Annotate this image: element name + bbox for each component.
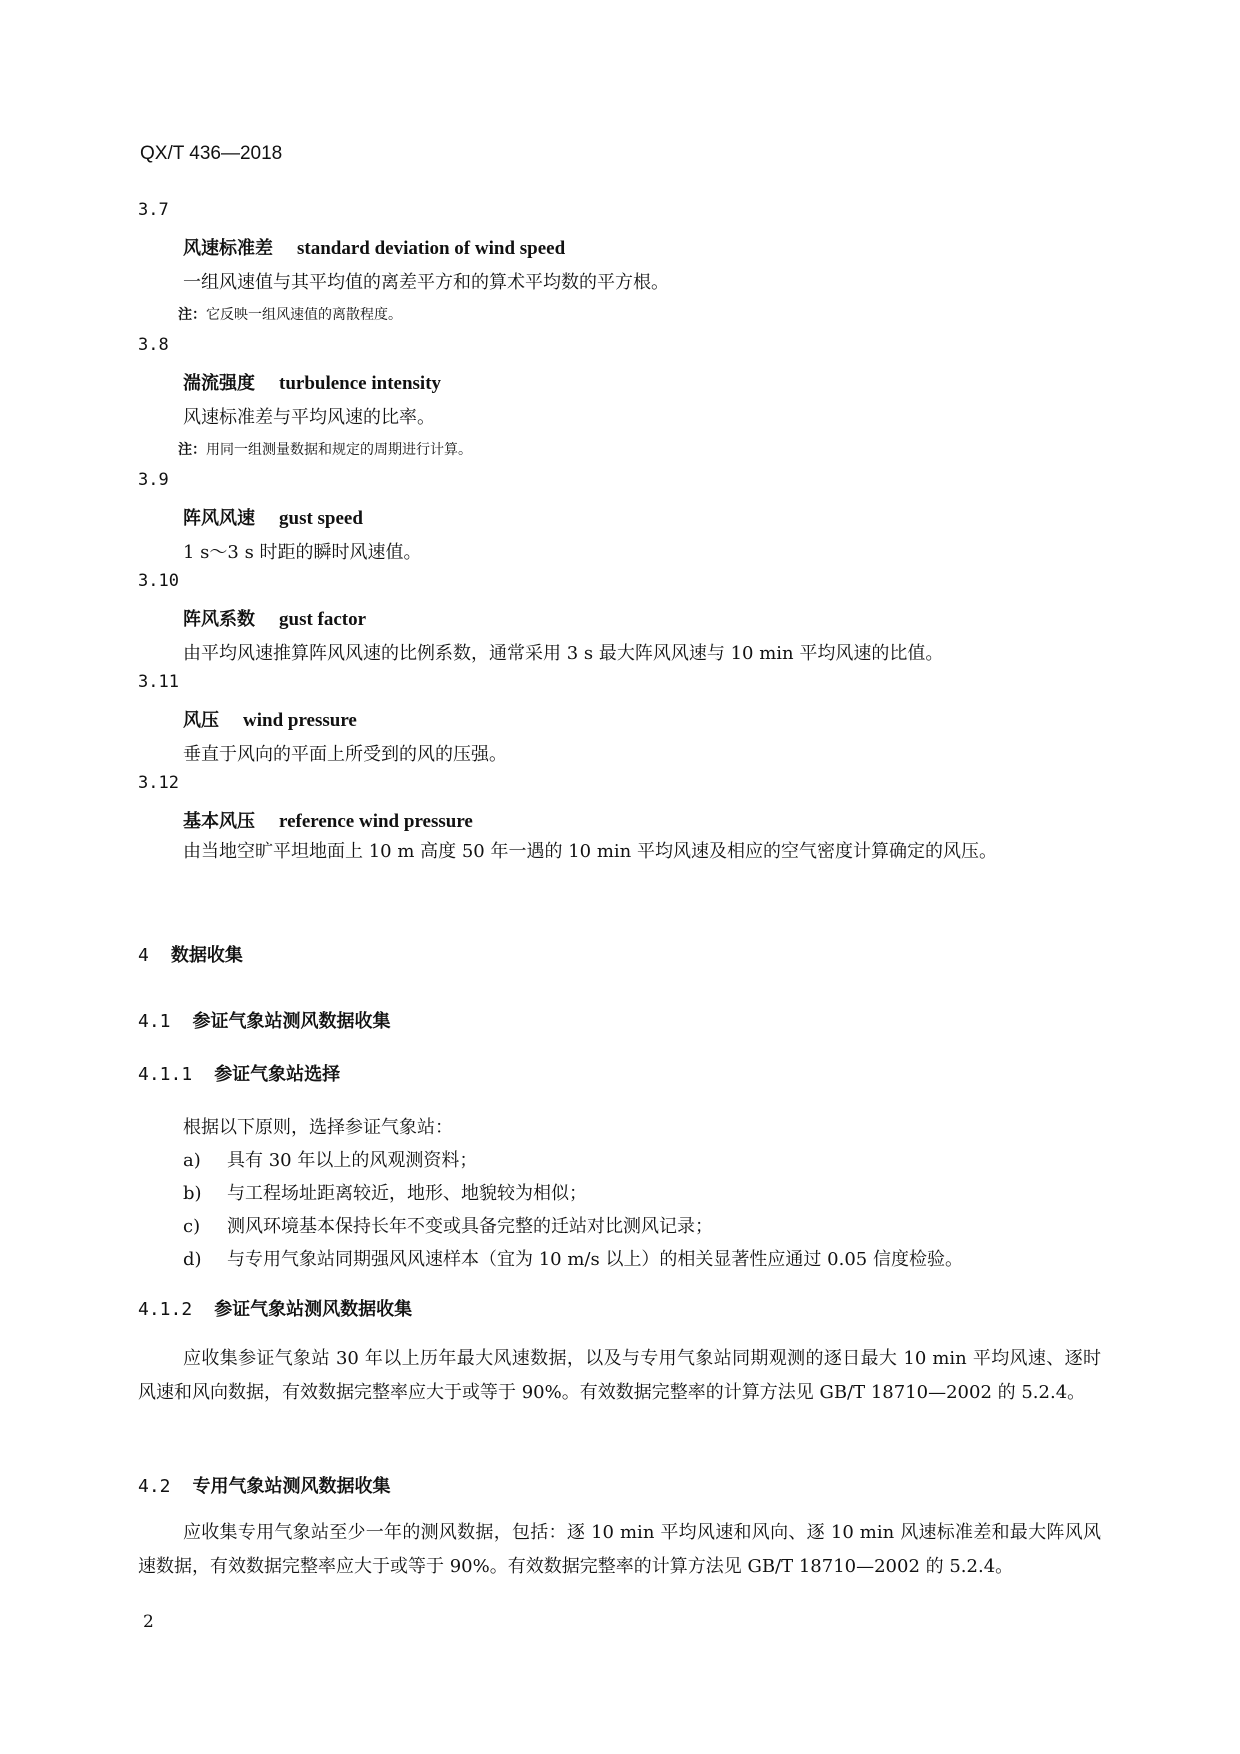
note-label: 注： bbox=[178, 307, 206, 323]
term-en: gust speed bbox=[279, 508, 363, 529]
list-text: 具有 30 年以上的风观测资料； bbox=[227, 1150, 478, 1171]
term-definition: 一组风速值与其平均值的离差平方和的算术平均数的平方根。 bbox=[183, 272, 669, 293]
list-item bbox=[183, 1146, 477, 1172]
section-title: 数据收集 bbox=[170, 945, 243, 966]
list-item bbox=[183, 1179, 587, 1205]
term-number: 3.9 bbox=[138, 470, 169, 490]
list-text: 与工程场址距离较近，地形、地貌较为相似； bbox=[227, 1183, 587, 1204]
list-label: d) bbox=[183, 1249, 202, 1270]
term-number: 3.10 bbox=[138, 571, 179, 591]
section-heading bbox=[138, 941, 243, 967]
list-label: a) bbox=[183, 1150, 201, 1171]
term-title bbox=[183, 504, 363, 530]
subsubsection-heading bbox=[138, 1060, 340, 1086]
term-cn: 基本风压 bbox=[183, 811, 255, 832]
term-number: 3.7 bbox=[138, 200, 169, 220]
paragraph: 应收集专用气象站至少一年的测风数据，包括：逐 10 min 平均风速和风向、逐 10 min 风速标准差和最大阵风风速数据，有效数据完整率应大于或等于 90%。有效数据完整率的计算方法见 GB/T 18710—2002 的 5.2.4。 bbox=[138, 1522, 1101, 1577]
list-item bbox=[183, 1212, 713, 1238]
note-text: 它反映一组风速值的离散程度。 bbox=[206, 307, 402, 323]
term-cn: 风速标准差 bbox=[183, 238, 273, 259]
term-title bbox=[183, 605, 366, 631]
subsubsection-number: 4.1.2 bbox=[138, 1299, 193, 1320]
term-note bbox=[178, 439, 472, 459]
subsection-heading bbox=[138, 1472, 391, 1498]
term-en: wind pressure bbox=[243, 710, 357, 731]
term-definition: 由平均风速推算阵风风速的比例系数，通常采用 3 s 最大阵风风速与 10 min 平均风速的比值。 bbox=[183, 643, 944, 664]
paragraph: 应收集参证气象站 30 年以上历年最大风速数据，以及与专用气象站同期观测的逐日最大 10 min 平均风速、逐时风速和风向数据，有效数据完整率应大于或等于 90%。有效数据完整率的计算方法见 GB/T 18710—2002 的 5.2.4。 bbox=[138, 1348, 1101, 1403]
term-definition: 由当地空旷平坦地面上 10 m 高度 50 年一遇的 10 min 平均风速及相应的空气密度计算确定的风压。 bbox=[183, 841, 997, 862]
term-en: turbulence intensity bbox=[279, 373, 442, 394]
subsubsection-number: 4.1.1 bbox=[138, 1064, 193, 1085]
term-number: 3.11 bbox=[138, 672, 179, 692]
subsection-title: 参证气象站测风数据收集 bbox=[192, 1011, 391, 1032]
term-title bbox=[183, 234, 565, 260]
subsection-heading bbox=[138, 1007, 391, 1033]
term-cn: 阵风风速 bbox=[183, 508, 255, 529]
list-text: 与专用气象站同期强风风速样本（宜为 10 m/s 以上）的相关显著性应通过 0.05 信度检验。 bbox=[227, 1249, 963, 1270]
term-number: 3.12 bbox=[138, 773, 179, 793]
term-title bbox=[183, 807, 473, 833]
list-label: b) bbox=[183, 1183, 202, 1204]
subsubsection-heading bbox=[138, 1295, 412, 1321]
term-definition: 1 s～3 s 时距的瞬时风速值。 bbox=[183, 542, 422, 563]
subsection-title: 专用气象站测风数据收集 bbox=[192, 1476, 391, 1497]
term-note bbox=[178, 304, 402, 324]
paragraph: 根据以下原则，选择参证气象站： bbox=[183, 1117, 453, 1138]
subsubsection-title: 参证气象站测风数据收集 bbox=[214, 1299, 413, 1320]
term-definition: 风速标准差与平均风速的比率。 bbox=[183, 407, 435, 428]
page-number: 2 bbox=[143, 1612, 154, 1632]
subsection-number: 4.1 bbox=[138, 1011, 171, 1032]
term-title bbox=[183, 369, 441, 395]
list-label: c) bbox=[183, 1216, 201, 1237]
list-text: 测风环境基本保持长年不变或具备完整的迁站对比测风记录； bbox=[227, 1216, 713, 1237]
term-number: 3.8 bbox=[138, 335, 169, 355]
standard-code: QX/T 436—2018 bbox=[140, 143, 283, 164]
term-definition: 垂直于风向的平面上所受到的风的压强。 bbox=[183, 744, 507, 765]
term-cn: 阵风系数 bbox=[183, 609, 255, 630]
subsubsection-title: 参证气象站选择 bbox=[214, 1064, 341, 1085]
term-title bbox=[183, 706, 357, 732]
section-number: 4 bbox=[138, 945, 149, 966]
term-en: gust factor bbox=[279, 609, 367, 630]
term-cn: 风压 bbox=[183, 710, 219, 731]
subsection-number: 4.2 bbox=[138, 1476, 171, 1497]
term-en: reference wind pressure bbox=[279, 811, 473, 832]
list-item bbox=[183, 1245, 963, 1271]
note-text: 用同一组测量数据和规定的周期进行计算。 bbox=[206, 442, 472, 458]
term-cn: 湍流强度 bbox=[183, 373, 255, 394]
term-en: standard deviation of wind speed bbox=[297, 238, 566, 259]
note-label: 注： bbox=[178, 442, 206, 458]
